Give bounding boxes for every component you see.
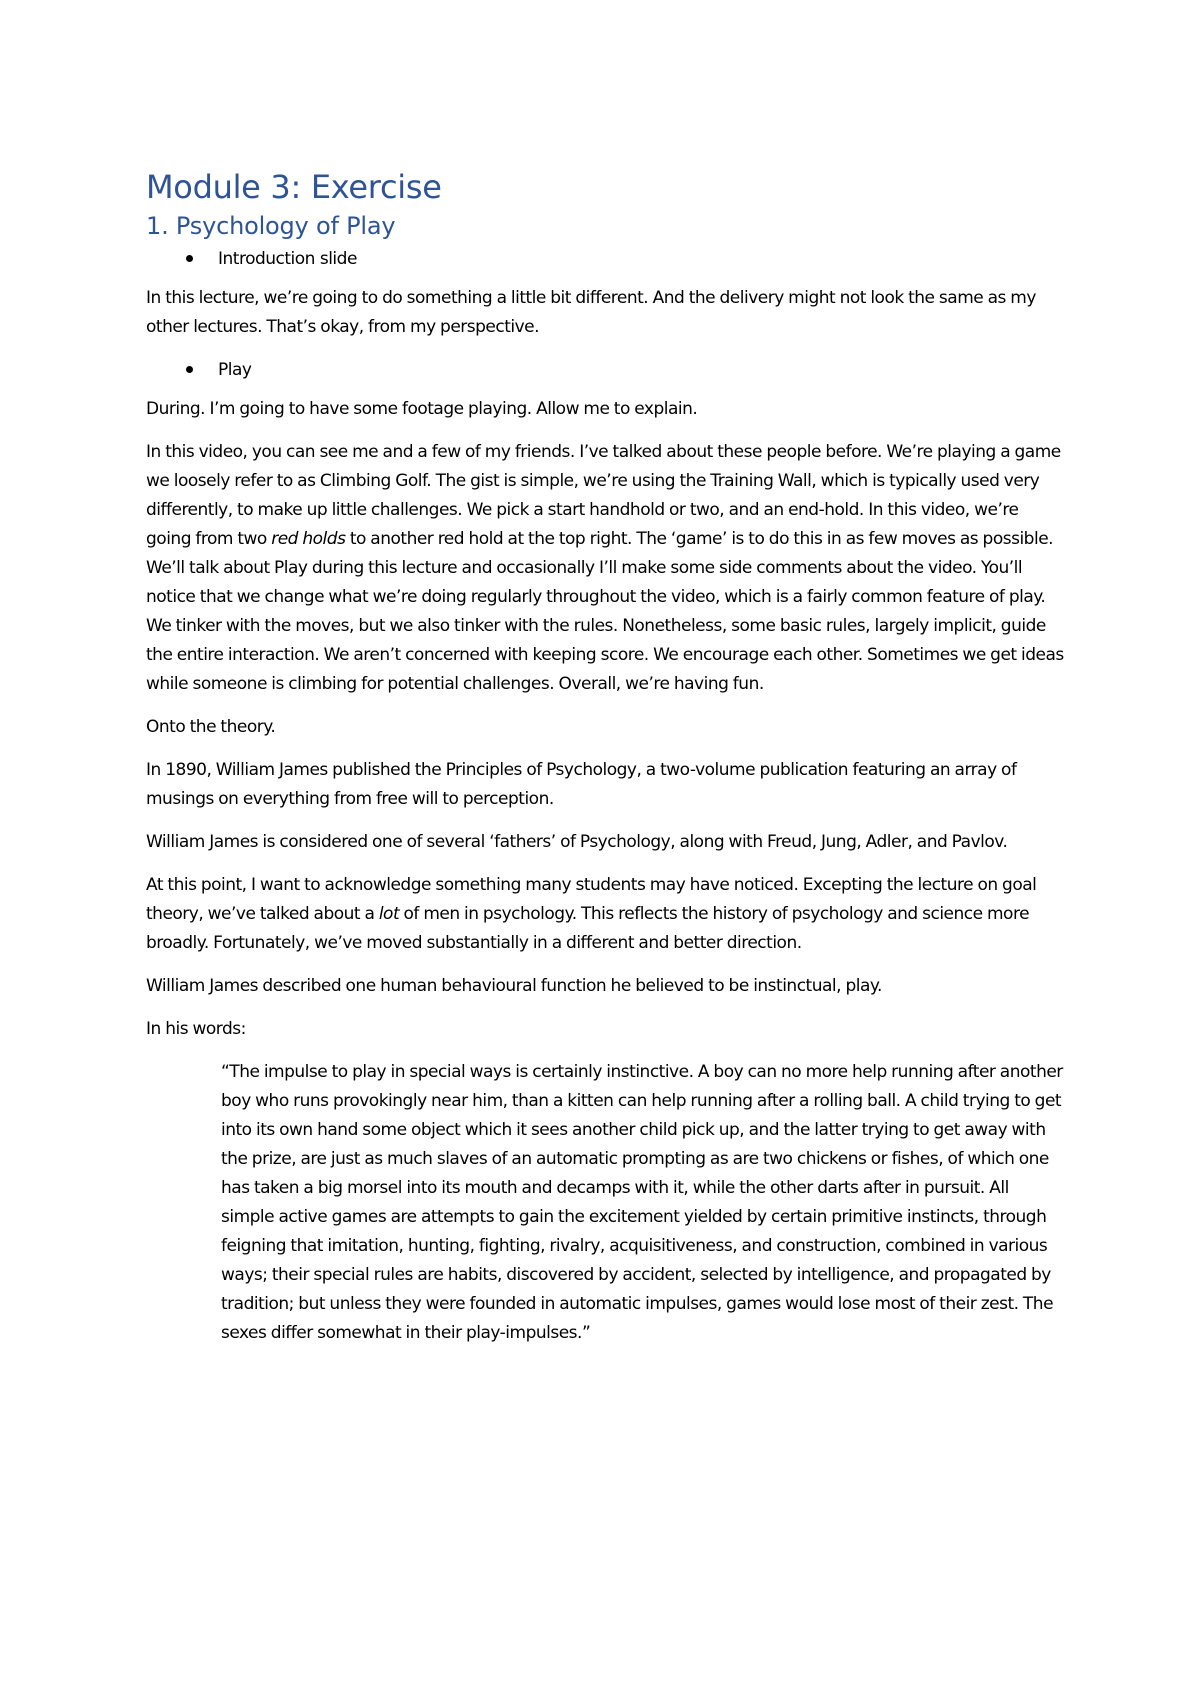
paragraph: William James is considered one of several ‘fathers’ of Psychology, along with Freud, Jung, Adler, and Pavlov. [146,832,1008,853]
paragraph: William James described one human behavioural function he believed to be instinctual, play. [146,976,882,997]
list-item [146,356,1066,385]
bullet-list-intro [146,245,1066,274]
paragraph: During. I’m going to have some footage playing. Allow me to explain. [146,399,698,420]
document-page [146,150,1066,1362]
paragraph: In this lecture, we’re going to do something a little bit different. And the delivery might not look the same as my other lectures. That’s okay, from my perspective. [146,288,1036,338]
text-run: At this point, I want to acknowledge something many students may have noticed. Excepting the lecture on goal theory, we’ve talked about a [146,875,1037,925]
section-heading: 1. Psychology of Play [146,212,396,241]
text-run: In this video, you can see me and a few of my friends. I’ve talked about these people before. We’re playing a game we loosely refer to as Climbing Golf. The gist is simple, we’re using the Training Wall, which is typically used very differently, to make up little challenges. We pick a start handhold or two, and an end-hold. In this video, we’re going from two [146,442,1061,550]
text-run: of men in psychology. This reflects the history of psychology and science more broadly. Fortunately, we’ve moved substantially in a different and better direction. [146,904,1030,954]
bullet-icon [186,366,193,373]
paragraph-video-description [146,438,1066,699]
paragraph: In 1890, William James published the Principles of Psychology, a two-volume publication featuring an array of musings on everything from free will to perception. [146,760,1017,810]
paragraph: In his words: [146,1019,246,1040]
document-title: Module 3: Exercise [146,168,442,206]
paragraph-acknowledgement [146,871,1066,958]
bullet-icon [186,255,193,262]
block-quote: “The impulse to play in special ways is certainly instinctive. A boy can no more help running after another boy who runs provokingly near him, than a kitten can help running after a rolling ball. A child trying to get into its own hand some object which it sees another child pick up, and the latter trying to get away with the prize, are just as much slaves of an automatic prompting as are two chickens or fishes, of which one has taken a big morsel into its mouth and decamps with it, while the other darts after in pursuit. All simple active games are attempts to gain the excitement yielded by certain primitive instincts, through feigning that imitation, hunting, fighting, rivalry, acquisitiveness, and construction, combined in various ways; their special rules are habits, discovered by accident, selected by intelligence, and propagated by tradition; but unless they were founded in automatic impulses, games would lose most of their zest. The sexes differ somewhat in their play-impulses.” [221,1062,1063,1344]
bullet-text: Play [218,360,252,381]
italic-text: red holds [271,529,346,550]
text-run: to another red hold at the top right. The ‘game’ is to do this in as few moves as possible. We’ll talk about Play during this lecture and occasionally I’ll make some side comments about the video. You’ll notice that we change what we’re doing regularly throughout the video, which is a fairly common feature of play. We tinker with the moves, but we also tinker with the rules. Nonetheless, some basic rules, largely implicit, guide the entire interaction. We aren’t concerned with keeping score. We encourage each other. Sometimes we get ideas while someone is climbing for potential challenges. Overall, we’re having fun. [146,529,1064,695]
list-item [146,245,1066,274]
paragraph: Onto the theory. [146,717,276,738]
bullet-text: Introduction slide [218,249,357,270]
italic-text: lot [378,904,400,925]
bullet-list-play [146,356,1066,385]
